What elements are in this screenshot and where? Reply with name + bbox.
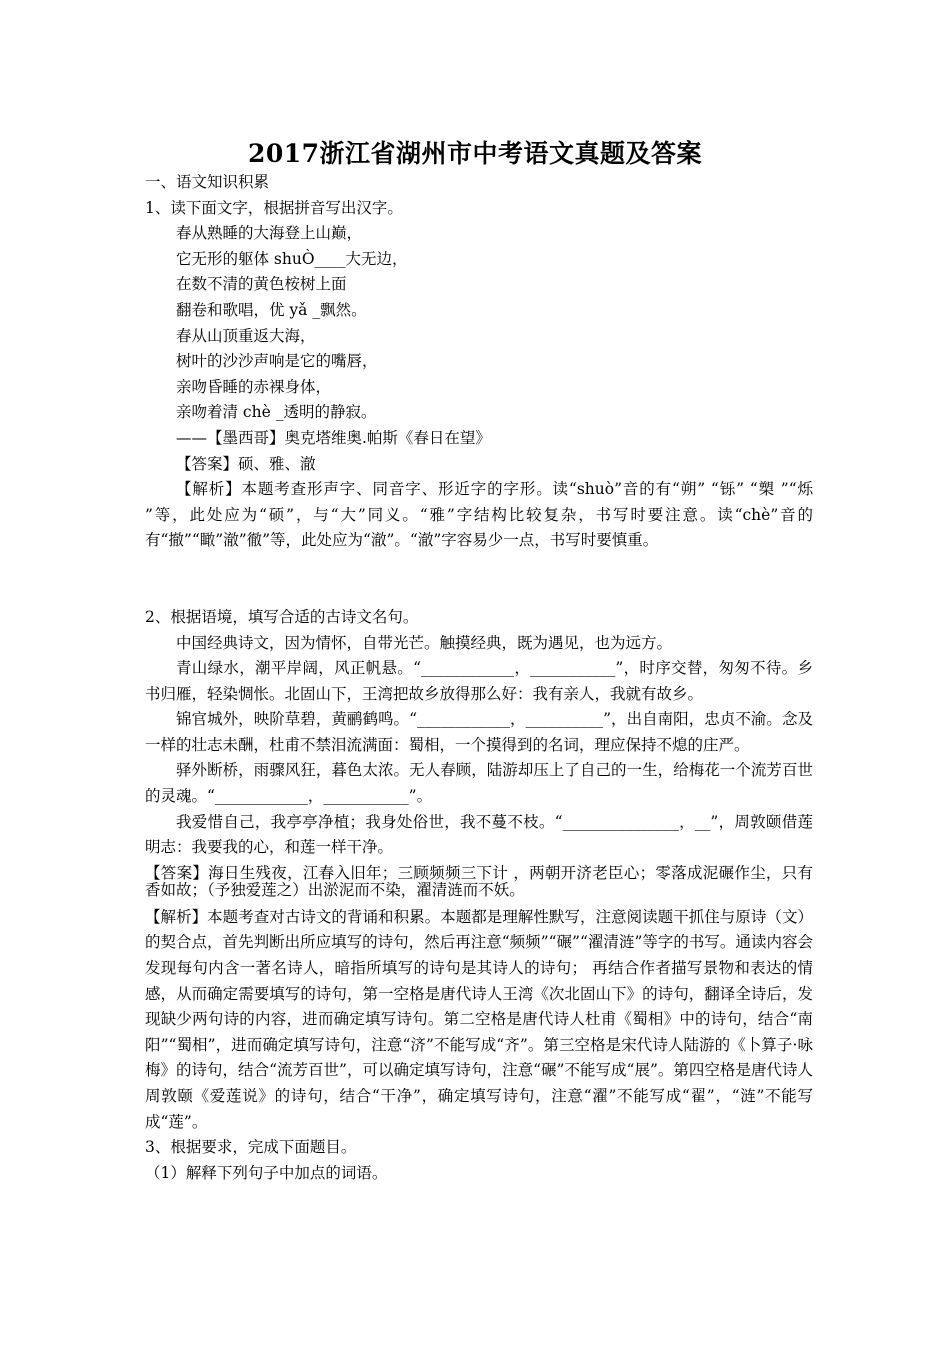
poem-line: 春从山顶重返大海， bbox=[176, 326, 316, 345]
question-1-analysis: 【解析】本题考查形声字、同音字、形近字的字形。读“shuò”音的有“朔” “铄” “槊 ”“烁 ”等，此处应为“硕”，与“大”同义。“雅”字结构比较复杂，书写时要注意。读“chè”音的有“撤”“瞰”澈”徹”等，此处应为“澈”。“澈”字容易少一点，书写时要慎重。 bbox=[145, 480, 813, 550]
poem-line: 亲吻昏睡的赤裸身体， bbox=[176, 377, 332, 396]
question-3-subprompt: （1）解释下列句子中加点的词语。 bbox=[145, 1163, 388, 1182]
question-2-paragraph: 青山绿水，潮平岸阔，风正帆悬。“____________，___________”，时序交替，匆匆不待。乡书归雁，轻染惆怅。北固山下，王湾把故乡放得那么好：我有亲人，我就有故乡。 bbox=[145, 659, 813, 703]
question-2-answer: 【答案】海日生残夜，江春入旧年；三顾频频三下计 ，两朝开济老臣心；零落成泥碾作尘，只有香如故；（予独爱莲之）出淤泥而不染，濯清涟而不妖。 bbox=[145, 863, 813, 899]
poem-line: 春从熟睡的大海登上山巅， bbox=[176, 224, 363, 243]
page-title: 2017浙江省湖州市中考语文真题及答案 bbox=[247, 139, 703, 168]
question-1-prompt: 1、读下面文字，根据拼音写出汉字。 bbox=[145, 198, 403, 217]
section-heading: 一、语文知识积累 bbox=[145, 173, 270, 191]
poem-line: 在数不清的黄色桉树上面 bbox=[176, 275, 347, 294]
poem-block bbox=[145, 221, 813, 451]
poem-line: 它无形的躯体 shuÒ____大无边， bbox=[176, 249, 408, 268]
question-2-paragraph: 中国经典诗文，因为情怀，自带光芒。触摸经典，既为遇见，也为远方。 bbox=[176, 633, 673, 652]
poem-line: 树叶的沙沙声响是它的嘴唇， bbox=[176, 352, 378, 371]
spacer bbox=[145, 554, 813, 605]
poem-line: 翻卷和歌唱，优 yǎ _飘然。 bbox=[176, 300, 367, 319]
question-2-paragraph: 驿外断桥，雨骤风狂，暮色太浓。无人春顾，陆游却压上了自己的一生，给梅花一个流芳百世的灵魂。“____________，___________”。 bbox=[145, 761, 813, 806]
question-2-prompt: 2、根据语境，填写合适的古诗文名句。 bbox=[145, 607, 419, 626]
question-1-answer: 【答案】硕、雅、澈 bbox=[176, 454, 316, 473]
question-3-prompt: 3、根据要求，完成下面题目。 bbox=[145, 1138, 357, 1157]
poem-line: 亲吻着清 chè _透明的静寂。 bbox=[176, 403, 377, 422]
poem-attribution: ——【墨西哥】奥克塔维奥.帕斯《春日在望》 bbox=[176, 428, 491, 447]
question-2-paragraph: 锦官城外，映阶草碧，黄鹂鹤鸣。“____________，__________”，出自南阳，忠贞不渝。念及一样的壮志未酬，杜甫不禁泪流满面：蜀相，一个摸得到的名词，理应保持不熄的庄严。 bbox=[145, 710, 813, 754]
question-2-paragraph: 我爱惜自己，我亭亭净植；我身处俗世，我不蔓不枝。“_______________，__”，周敦颐借莲明志：我要我的心，和莲一样干净。 bbox=[145, 812, 813, 857]
document-body bbox=[145, 170, 813, 1186]
question-2-analysis: 【解析】本题考查对古诗文的背诵和积累。本题都是理解性默写，注意阅读题干抓住与原诗（文）的契合点，首先判断出所应填写的诗句，然后再注意“频频”“碾”“濯清涟”等字的书写。通读内容会发现每句内含一著名诗人，暗指所填写的诗句是其诗人的诗句； 再结合作者描写景物和表达的情感，从而确定需要填写的诗句，第一空格是唐代诗人王湾《次北固山下》的诗句，翻译全诗后，发现缺少两句诗的内容，进而确定填写诗句。第二空格是唐代诗人杜甫《蜀相》中的诗句，结合“南阳”“蜀相”，进而确定填写诗句，注意“济”不能写成“齐”。第三空格是宋代诗人陆游的《卜算子·咏梅》的诗句，结合“流芳百世”，可以确定填写诗句，注意“碾”不能写成“展”。第四空格是唐代诗人周敦颐《爱莲说》的诗句，结合“干净”，确定填写诗句，注意“濯”不能写成“翟”，“涟”不能写成“莲”。 bbox=[145, 907, 813, 1131]
